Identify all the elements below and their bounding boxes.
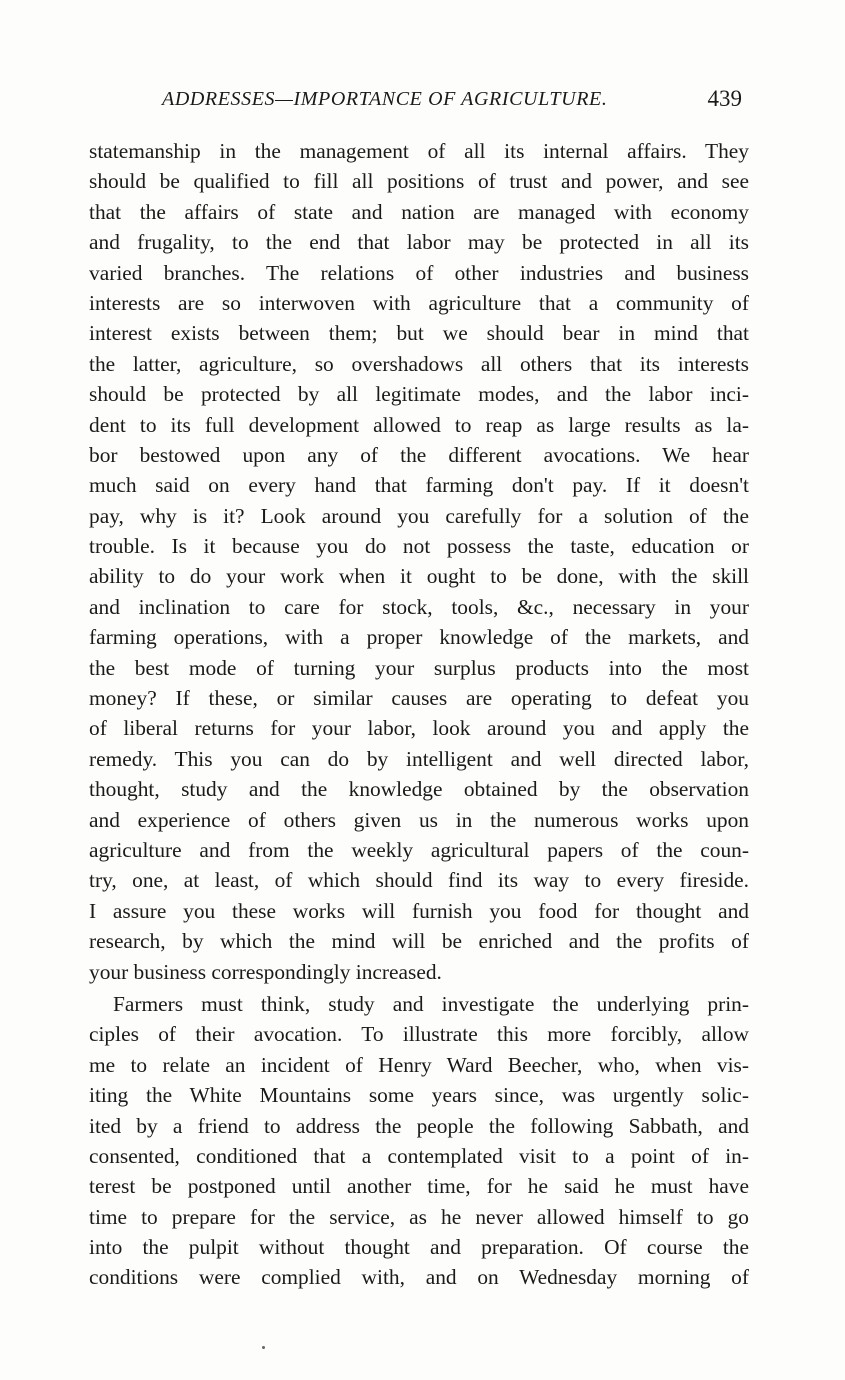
text-line: consented, conditioned that a contemplated visit to a point of in- (89, 1143, 749, 1168)
text-line: the best mode of turning your surplus products into the most (89, 655, 749, 680)
text-line: that the affairs of state and nation are managed with economy (89, 199, 749, 224)
text-line: pay, why is it? Look around you carefully for a solution of the (89, 503, 749, 528)
paragraph-2 (89, 989, 749, 1293)
text-line: dent to its full development allowed to reap as large results as la- (89, 412, 749, 437)
text-line: much said on every hand that farming don't pay. If it doesn't (89, 473, 749, 498)
running-header-title: ADDRESSES—IMPORTANCE OF AGRICULTURE. (162, 88, 608, 110)
text-line: and frugality, to the end that labor may be protected in all its (89, 230, 749, 255)
text-line: statemanship in the management of all its internal affairs. They (89, 139, 749, 163)
paragraph-1 (89, 136, 749, 987)
text-line: should be protected by all legitimate modes, and the labor inci- (89, 382, 749, 407)
text-line: and inclination to care for stock, tools, &c., necessary in your (89, 594, 749, 619)
text-line: ited by a friend to address the people the following Sabbath, and (89, 1113, 749, 1138)
text-line: the latter, agriculture, so overshadows all others that its interests (89, 351, 749, 376)
text-line: conditions were complied with, and on Wednesday morning of (89, 1265, 749, 1290)
text-line: terest be postponed until another time, for he said he must have (89, 1174, 749, 1199)
text-line: agriculture and from the weekly agricultural papers of the coun- (89, 837, 749, 862)
text-line: me to relate an incident of Henry Ward Beecher, who, when vis- (89, 1052, 749, 1077)
text-line: of liberal returns for your labor, look around you and apply the (89, 716, 749, 741)
text-line: remedy. This you can do by intelligent and well directed labor, (89, 746, 749, 771)
text-line: research, by which the mind will be enriched and the profits of (89, 929, 749, 954)
text-line: Farmers must think, study and investigate the underlying prin- (113, 991, 749, 1016)
text-line: bor bestowed upon any of the different avocations. We hear (89, 442, 749, 467)
text-line: time to prepare for the service, as he never allowed himself to go (89, 1204, 749, 1229)
text-line: interests are so interwoven with agriculture that a community of (89, 290, 749, 315)
text-line: should be qualified to fill all positions of trust and power, and see (89, 169, 749, 194)
text-line: ability to do your work when it ought to be done, with the skill (89, 564, 749, 589)
text-line: into the pulpit without thought and preparation. Of course the (89, 1235, 749, 1260)
text-line: ciples of their avocation. To illustrate this more forcibly, allow (89, 1022, 749, 1047)
body-text (89, 136, 749, 1293)
text-line: interest exists between them; but we should bear in mind that (89, 321, 749, 346)
text-line: I assure you these works will furnish you food for thought and (89, 898, 749, 923)
page-number: 439 (707, 86, 742, 111)
text-line: farming operations, with a proper knowledge of the markets, and (89, 625, 749, 650)
text-line: iting the White Mountains some years since, was urgently solic- (89, 1083, 749, 1108)
text-line: thought, study and the knowledge obtained by the observation (89, 777, 749, 802)
ink-speck (262, 1346, 265, 1349)
text-line: your business correspondingly increased. (89, 959, 442, 984)
text-line: try, one, at least, of which should find its way to every fireside. (89, 868, 749, 893)
text-line: and experience of others given us in the numerous works upon (89, 807, 749, 832)
text-line: money? If these, or similar causes are operating to defeat you (89, 686, 749, 711)
text-line: varied branches. The relations of other industries and business (89, 260, 749, 285)
text-line: trouble. Is it because you do not possess the taste, education or (89, 534, 749, 559)
running-header (90, 84, 750, 118)
